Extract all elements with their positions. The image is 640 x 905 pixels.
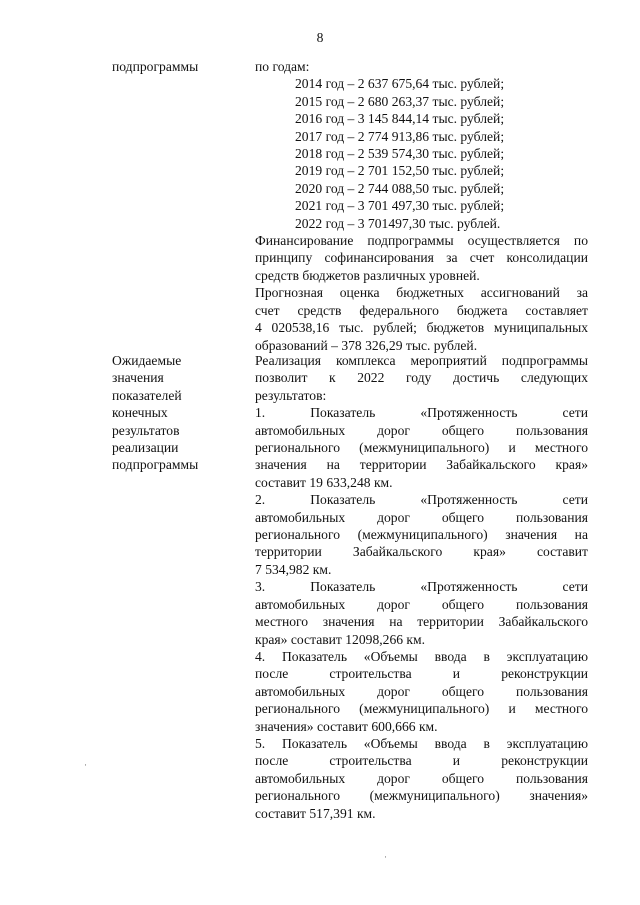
label-subprogram: подпрограммы bbox=[112, 59, 199, 74]
indicator-line: регионального (межмуниципального) и местного bbox=[255, 440, 588, 456]
cofinancing-line: средств бюджетов различных уровней. bbox=[255, 267, 480, 283]
scan-speck: · bbox=[84, 760, 87, 770]
indicator-line: автомобильных дорог общего пользования bbox=[255, 770, 588, 786]
cofinancing-line: Финансирование подпрограммы осуществляется по bbox=[255, 233, 588, 249]
indicator-line: после строительства и реконструкции bbox=[255, 753, 588, 769]
indicator-3 bbox=[255, 578, 588, 648]
funding-year: 2018 год – 2 539 574,30 тыс. рублей; bbox=[295, 146, 505, 162]
indicator-line: 2. Показатель «Протяженность сети bbox=[255, 492, 588, 508]
label-line: конечных bbox=[112, 405, 168, 421]
indicator-2 bbox=[255, 491, 588, 578]
label-line: результатов bbox=[112, 422, 180, 438]
scan-speck: · bbox=[384, 852, 387, 862]
results-intro-line: Реализация комплекса мероприятий подпрограммы bbox=[255, 353, 588, 368]
indicator-line: территории Забайкальского края» составит bbox=[255, 544, 588, 560]
indicator-5 bbox=[255, 735, 588, 822]
indicator-line: местного значения на территории Забайкальского bbox=[255, 614, 588, 630]
indicator-1 bbox=[255, 404, 588, 491]
indicator-line: 5. Показатель «Объемы ввода в эксплуатацию bbox=[255, 735, 588, 751]
label-line: значения bbox=[112, 370, 164, 386]
indicator-line: 4. Показатель «Объемы ввода в эксплуатацию bbox=[255, 648, 588, 664]
indicator-line: после строительства и реконструкции bbox=[255, 666, 588, 682]
results-section bbox=[255, 352, 588, 822]
label-line: реализации bbox=[112, 440, 179, 456]
indicator-line: составит 19 633,248 км. bbox=[255, 474, 393, 490]
indicator-line: регионального (межмуниципального) и местного bbox=[255, 701, 588, 717]
forecast-line: образований – 378 326,29 тыс. рублей. bbox=[255, 337, 478, 353]
indicator-4 bbox=[255, 648, 588, 735]
label-line: Ожидаемые bbox=[112, 353, 182, 368]
funding-year: 2020 год – 2 744 088,50 тыс. рублей; bbox=[295, 180, 505, 196]
indicator-line: автомобильных дорог общего пользования bbox=[255, 509, 588, 525]
indicator-line: автомобильных дорог общего пользования bbox=[255, 596, 588, 612]
forecast-line: Прогнозная оценка бюджетных ассигнований за bbox=[255, 285, 588, 301]
results-intro-line: результатов: bbox=[255, 387, 327, 403]
forecast-line: счет средств федерального бюджета составляет bbox=[255, 302, 588, 318]
indicator-line: 3. Показатель «Протяженность сети bbox=[255, 579, 588, 595]
funding-year: 2016 год – 3 145 844,14 тыс. рублей; bbox=[295, 111, 505, 127]
funding-year: 2014 год – 2 637 675,64 тыс. рублей; bbox=[295, 76, 505, 92]
indicator-line: значения на территории Забайкальского края» bbox=[255, 457, 588, 473]
indicator-line: регионального (межмуниципального) значения на bbox=[255, 527, 588, 543]
funding-year: 2021 год – 3 701 497,30 тыс. рублей; bbox=[295, 198, 505, 214]
funding-year: 2019 год – 2 701 152,50 тыс. рублей; bbox=[295, 163, 505, 179]
funding-year: 2017 год – 2 774 913,86 тыс. рублей; bbox=[295, 128, 505, 144]
indicator-line: составит 517,391 км. bbox=[255, 805, 376, 821]
indicator-line: значения» составит 600,666 км. bbox=[255, 718, 438, 734]
cofinancing-line: принципу софинансирования за счет консолидации bbox=[255, 250, 588, 266]
forecast-line: 4 020538,16 тыс. рублей; бюджетов муниципальных bbox=[255, 320, 588, 336]
indicator-line: регионального (межмуниципального) значения» bbox=[255, 788, 588, 804]
label-line: подпрограммы bbox=[112, 457, 199, 473]
label-expected-results bbox=[112, 352, 244, 474]
label-line: показателей bbox=[112, 387, 182, 403]
results-intro-line: позволит к 2022 году достичь следующих bbox=[255, 370, 588, 386]
indicator-line: автомобильных дорог общего пользования bbox=[255, 422, 588, 438]
funding-section bbox=[255, 58, 588, 354]
funding-year: 2015 год – 2 680 263,37 тыс. рублей; bbox=[295, 93, 505, 109]
page-number: 8 bbox=[316, 30, 324, 45]
funding-intro: по годам: bbox=[255, 59, 310, 74]
indicator-line: 7 534,982 км. bbox=[255, 561, 332, 577]
indicator-line: 1. Показатель «Протяженность сети bbox=[255, 405, 588, 421]
indicator-line: края» составит 12098,266 км. bbox=[255, 631, 426, 647]
indicator-line: автомобильных дорог общего пользования bbox=[255, 683, 588, 699]
funding-year: 2022 год – 3 701497,30 тыс. рублей. bbox=[295, 215, 501, 231]
